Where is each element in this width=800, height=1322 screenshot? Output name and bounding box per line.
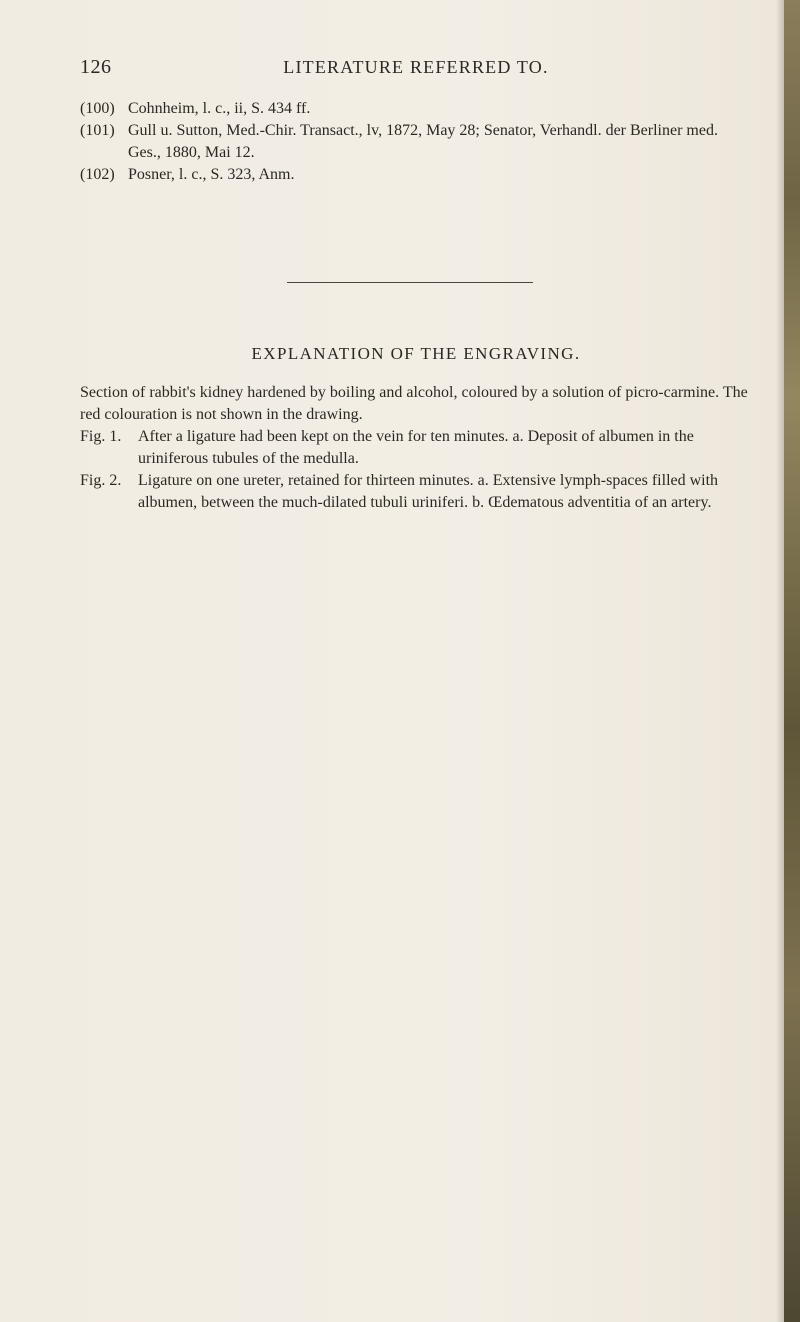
reference-text: Cohnheim, l. c., ii, S. 434 ff. [128, 100, 311, 117]
section-divider [287, 282, 533, 283]
figure-caption [80, 426, 752, 470]
reference-item [80, 120, 752, 164]
reference-text: Gull u. Sutton, Med.-Chir. Transact., lv, 1872, May 28; Senator, Verhandl. der Berliner med. Ges., 1880, Mai 12. [128, 122, 718, 161]
reference-number: (101) [80, 122, 115, 139]
running-head: LITERATURE REFERRED TO. [283, 57, 549, 77]
page-number: 126 [80, 56, 112, 78]
figure-text: After a ligature had been kept on the vein for ten minutes. a. Deposit of albumen in the uriniferous tubules of the medulla. [138, 428, 694, 467]
figure-label: Fig. 2. [80, 472, 122, 489]
page-header [80, 56, 752, 80]
explanation-body [80, 382, 752, 514]
figure-caption [80, 470, 752, 514]
reference-number: (100) [80, 100, 115, 117]
figure-label: Fig. 1. [80, 428, 122, 445]
figure-text: Ligature on one ureter, retained for thirteen minutes. a. Extensive lymph-spaces filled with albumen, between the much-dilated tubuli uriniferi. b. Œdematous adventitia of an artery. [138, 472, 719, 511]
reference-number: (102) [80, 166, 115, 183]
reference-text: Posner, l. c., S. 323, Anm. [128, 166, 295, 183]
book-edge [784, 0, 800, 1322]
page-edge-shadow [776, 0, 784, 1322]
reference-item [80, 98, 752, 120]
section-title: EXPLANATION OF THE ENGRAVING. [251, 344, 581, 363]
reference-list [80, 98, 752, 186]
explanation-intro: Section of rabbit's kidney hardened by boiling and alcohol, coloured by a solution of picro-carmine. The red colouration is not shown in the drawing. [80, 384, 748, 423]
reference-item [80, 164, 752, 186]
